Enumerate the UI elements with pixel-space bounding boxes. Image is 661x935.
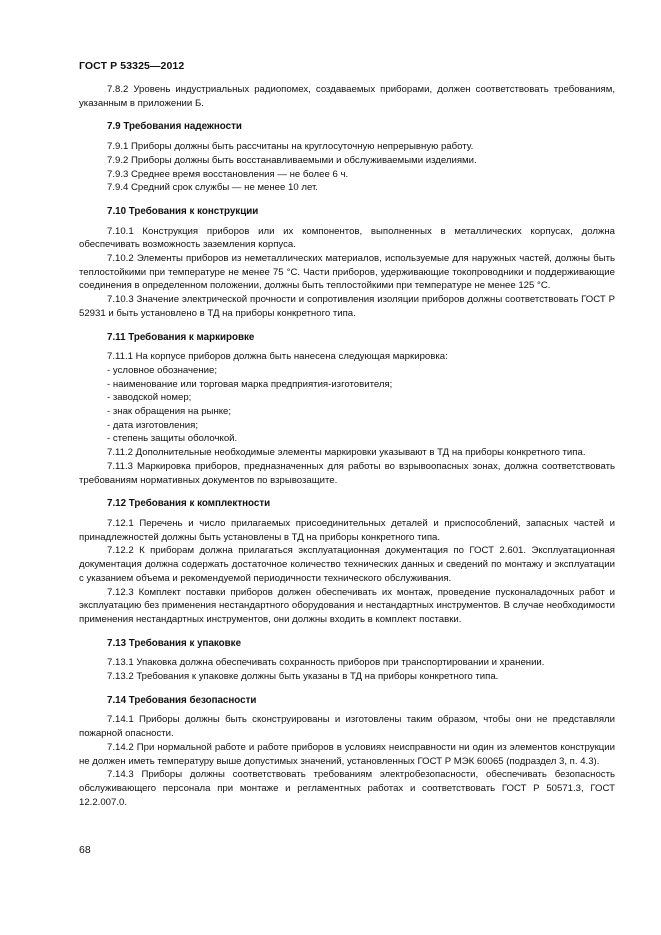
paragraph: 7.14.3 Приборы должны соответствовать требованиям электробезопасности, обеспечивать безопасность обслуживающего персонала при монтаже и регламентных работах и соответствовать ГОСТ Р 50571.3, ГОСТ 12.2.007.0.: [79, 769, 615, 808]
section-heading: 7.14 Требования безопасности: [107, 694, 257, 706]
paragraph: 7.10.3 Значение электрической прочности и сопротивления изоляции приборов должны соответствовать ГОСТ Р 52931 и быть установлено в ТД на приборы конкретного типа.: [79, 294, 615, 319]
paragraph: 7.12.2 К приборам должна прилагаться эксплуатационная документация по ГОСТ 2.601. Эксплуатационная документация должна содержать достаточное количество технических данных и сведений по монтажу и эксплуатации с указанием объема и рекомендуемой периодичности технического обслуживания.: [79, 545, 615, 584]
paragraph: 7.11.1 На корпусе приборов должна быть нанесена следующая маркировка:: [107, 351, 448, 363]
paragraph: 7.8.2 Уровень индустриальных радиопомех, создаваемых приборами, должен соответствовать требованиям, указанным в приложении Б.: [79, 84, 615, 109]
paragraph: 7.14.1 Приборы должны быть сконструированы и изготовлены таким образом, чтобы они не представляли пожарной опасности.: [79, 714, 615, 740]
paragraph: 7.12.3 Комплект поставки приборов должен обеспечивать их монтаж, проведение пусконаладочных работ и эксплуатацию без применения нестандартного оборудования и нестандартных инструментов. В случае необходимости применения нестандартных инструментов, они должны входить в комплект поставки.: [79, 586, 615, 625]
list-item: - дата изготовления;: [79, 419, 615, 433]
list-item: - степень защиты оболочкой.: [79, 432, 615, 446]
paragraph: 7.11.2 Дополнительные необходимые элементы маркировки указывают в ТД на приборы конкретного типа.: [107, 447, 586, 459]
list-item: - условное обозначение;: [79, 364, 615, 378]
section-heading: 7.11 Требования к маркировке: [107, 331, 255, 343]
document-body: [79, 83, 615, 809]
section-heading: 7.12 Требования к комплектности: [107, 498, 271, 510]
paragraph: 7.12.1 Перечень и число прилагаемых присоединительных деталей и приспособлений, запасных частей и принадлежностей должны быть установлены в ТД на приборы конкретного типа.: [79, 517, 615, 543]
paragraph: 7.9.3 Среднее время восстановления — не более 6 ч.: [107, 168, 349, 180]
section-heading: 7.13 Требования к упаковке: [107, 637, 242, 649]
paragraph: 7.14.2 При нормальной работе и работе приборов в условиях неисправности ни один из элементов конструкции не должен иметь температуру выше допустимых значений, установленных ГОСТ Р МЭК 60065 (подраздел 3, п. 4.3).: [79, 741, 615, 767]
section-heading: 7.9 Требования надежности: [107, 121, 242, 133]
section-heading: 7.10 Требования к конструкции: [107, 205, 259, 217]
paragraph: 7.9.4 Средний срок службы — не менее 10 лет.: [107, 182, 318, 194]
list-item: - заводской номер;: [79, 391, 615, 405]
paragraph: 7.13.2 Требования к упаковке должны быть указаны в ТД на приборы конкретного типа.: [107, 671, 499, 683]
document-header: ГОСТ Р 53325—2012: [79, 60, 185, 72]
paragraph: 7.9.2 Приборы должны быть восстанавливаемыми и обслуживаемыми изделиями.: [107, 154, 477, 166]
page-number: 68: [79, 844, 91, 856]
paragraph: 7.11.3 Маркировка приборов, предназначенных для работы во взрывоопасных зонах, должна соответствовать требованиям нормативных документов по взрывозащите.: [79, 460, 615, 486]
paragraph: 7.13.1 Упаковка должна обеспечивать сохранность приборов при транспортировании и хранении.: [107, 657, 545, 669]
paragraph: 7.9.1 Приборы должны быть рассчитаны на круглосуточную непрерывную работу.: [107, 141, 474, 153]
paragraph: 7.10.1 Конструкция приборов или их компонентов, выполненных в металлических корпусах, должна обеспечивать возможность заземления корпуса.: [79, 225, 615, 251]
list-item: - знак обращения на рынке;: [79, 405, 615, 419]
paragraph: 7.10.2 Элементы приборов из неметаллических материалов, используемые для наружных частей, должны быть теплостойкими при температуре не менее 75 °С. Части приборов, удерживающие токопроводники и поддерживающие соединения в определенном положении, должны быть теплостойкими при температуре не менее 125 °С.: [79, 253, 615, 292]
list-item: - наименование или торговая марка предприятия-изготовителя;: [79, 378, 615, 392]
